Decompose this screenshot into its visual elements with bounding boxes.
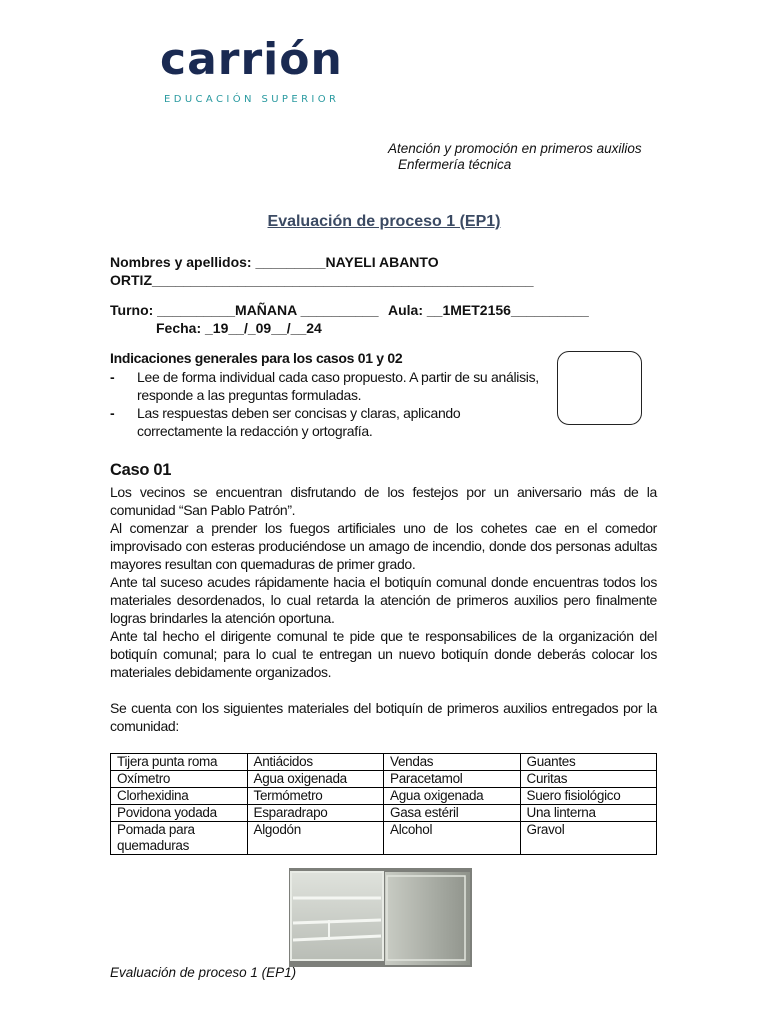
table-cell: Guantes: [520, 754, 657, 771]
table-cell: Alcohol: [384, 822, 521, 855]
logo-tagline: EDUCACIÓN SUPERIOR: [164, 94, 340, 105]
table-cell: Clorhexidina: [111, 788, 248, 805]
table-row: [111, 788, 657, 805]
logo-wordmark: carrión: [160, 34, 343, 85]
case-paragraph: Ante tal hecho el dirigente comunal te pide que te responsabilices de la organización del botiquín comunal; para lo cual te entregan un nuevo botiquín donde deberás colocar los materiales debidamente organizados.: [110, 628, 657, 680]
bullet: -: [110, 369, 115, 385]
case-body: [110, 483, 657, 735]
table-cell: Termómetro: [247, 788, 384, 805]
bullet: -: [110, 405, 115, 421]
turno-field: Turno: __________MAÑANA __________: [110, 302, 379, 318]
score-box: [557, 351, 642, 425]
case-heading: Caso 01: [110, 461, 172, 479]
indication-text: Las respuestas deben ser concisas y claras, aplicando correctamente la redacción y ortografía.: [137, 405, 461, 439]
table-row: [111, 771, 657, 788]
table-cell: Oxímetro: [111, 771, 248, 788]
indication-text: Lee de forma individual cada caso propuesto. A partir de su análisis, responde a las preguntas formuladas.: [137, 369, 539, 403]
case-paragraph: Al comenzar a prender los fuegos artificiales uno de los cohetes cae en el comedor improvisado con esteras produciéndose un amago de incendio, donde dos personas adultas mayores resultan con quemaduras de primer grado.: [110, 520, 657, 572]
materials-table: [110, 753, 657, 855]
table-cell: Gasa estéril: [384, 805, 521, 822]
case-paragraph: Los vecinos se encuentran disfrutando de los festejos por un aniversario más de la comunidad “San Pablo Patrón”.: [110, 484, 657, 518]
table-row: [111, 822, 657, 855]
indications-heading: Indicaciones generales para los casos 01 y 02: [110, 350, 403, 366]
table-cell: Antiácidos: [247, 754, 384, 771]
student-name-line1: Nombres y apellidos: _________NAYELI ABANTO: [110, 254, 439, 270]
table-cell: Paracetamol: [384, 771, 521, 788]
first-aid-cabinet-photo: [289, 868, 472, 967]
table-cell: Esparadrapo: [247, 805, 384, 822]
table-cell: Agua oxigenada: [384, 788, 521, 805]
table-cell: Pomada para quemaduras: [111, 822, 248, 855]
table-cell: Gravol: [520, 822, 657, 855]
table-cell: Curitas: [520, 771, 657, 788]
materials-intro: Se cuenta con los siguientes materiales del botiquín de primeros auxilios entregados por la comunidad:: [110, 700, 657, 734]
table-cell: Vendas: [384, 754, 521, 771]
course-name: Atención y promoción en primeros auxilios: [388, 141, 642, 156]
table-cell: Povidona yodada: [111, 805, 248, 822]
student-name-line2: ORTIZ_________________________________________________: [110, 272, 534, 288]
course-program: Enfermería técnica: [398, 157, 512, 172]
table-cell: Algodón: [247, 822, 384, 855]
aula-field: Aula: __1MET2156__________: [388, 302, 589, 318]
table-row: [111, 754, 657, 771]
table-cell: Una linterna: [520, 805, 657, 822]
table-row: [111, 805, 657, 822]
indications: [110, 350, 540, 440]
indication-item: [110, 404, 540, 440]
course-header: [388, 141, 642, 173]
page-footer: Evaluación de proceso 1 (EP1): [110, 965, 297, 980]
indication-item: [110, 368, 540, 404]
fecha-field: Fecha: _19__/_09__/__24: [156, 320, 322, 336]
table-cell: Suero fisiológico: [520, 788, 657, 805]
case-paragraph: Ante tal suceso acudes rápidamente hacia el botiquín comunal donde encuentras todos los materiales desordenados, lo cual retarda la atención de primeros auxilios pero finalmente logras brindarles la atención oportuna.: [110, 574, 657, 626]
table-cell: Agua oxigenada: [247, 771, 384, 788]
table-cell: Tijera punta roma: [111, 754, 248, 771]
page-title: Evaluación de proceso 1 (EP1): [267, 213, 501, 230]
